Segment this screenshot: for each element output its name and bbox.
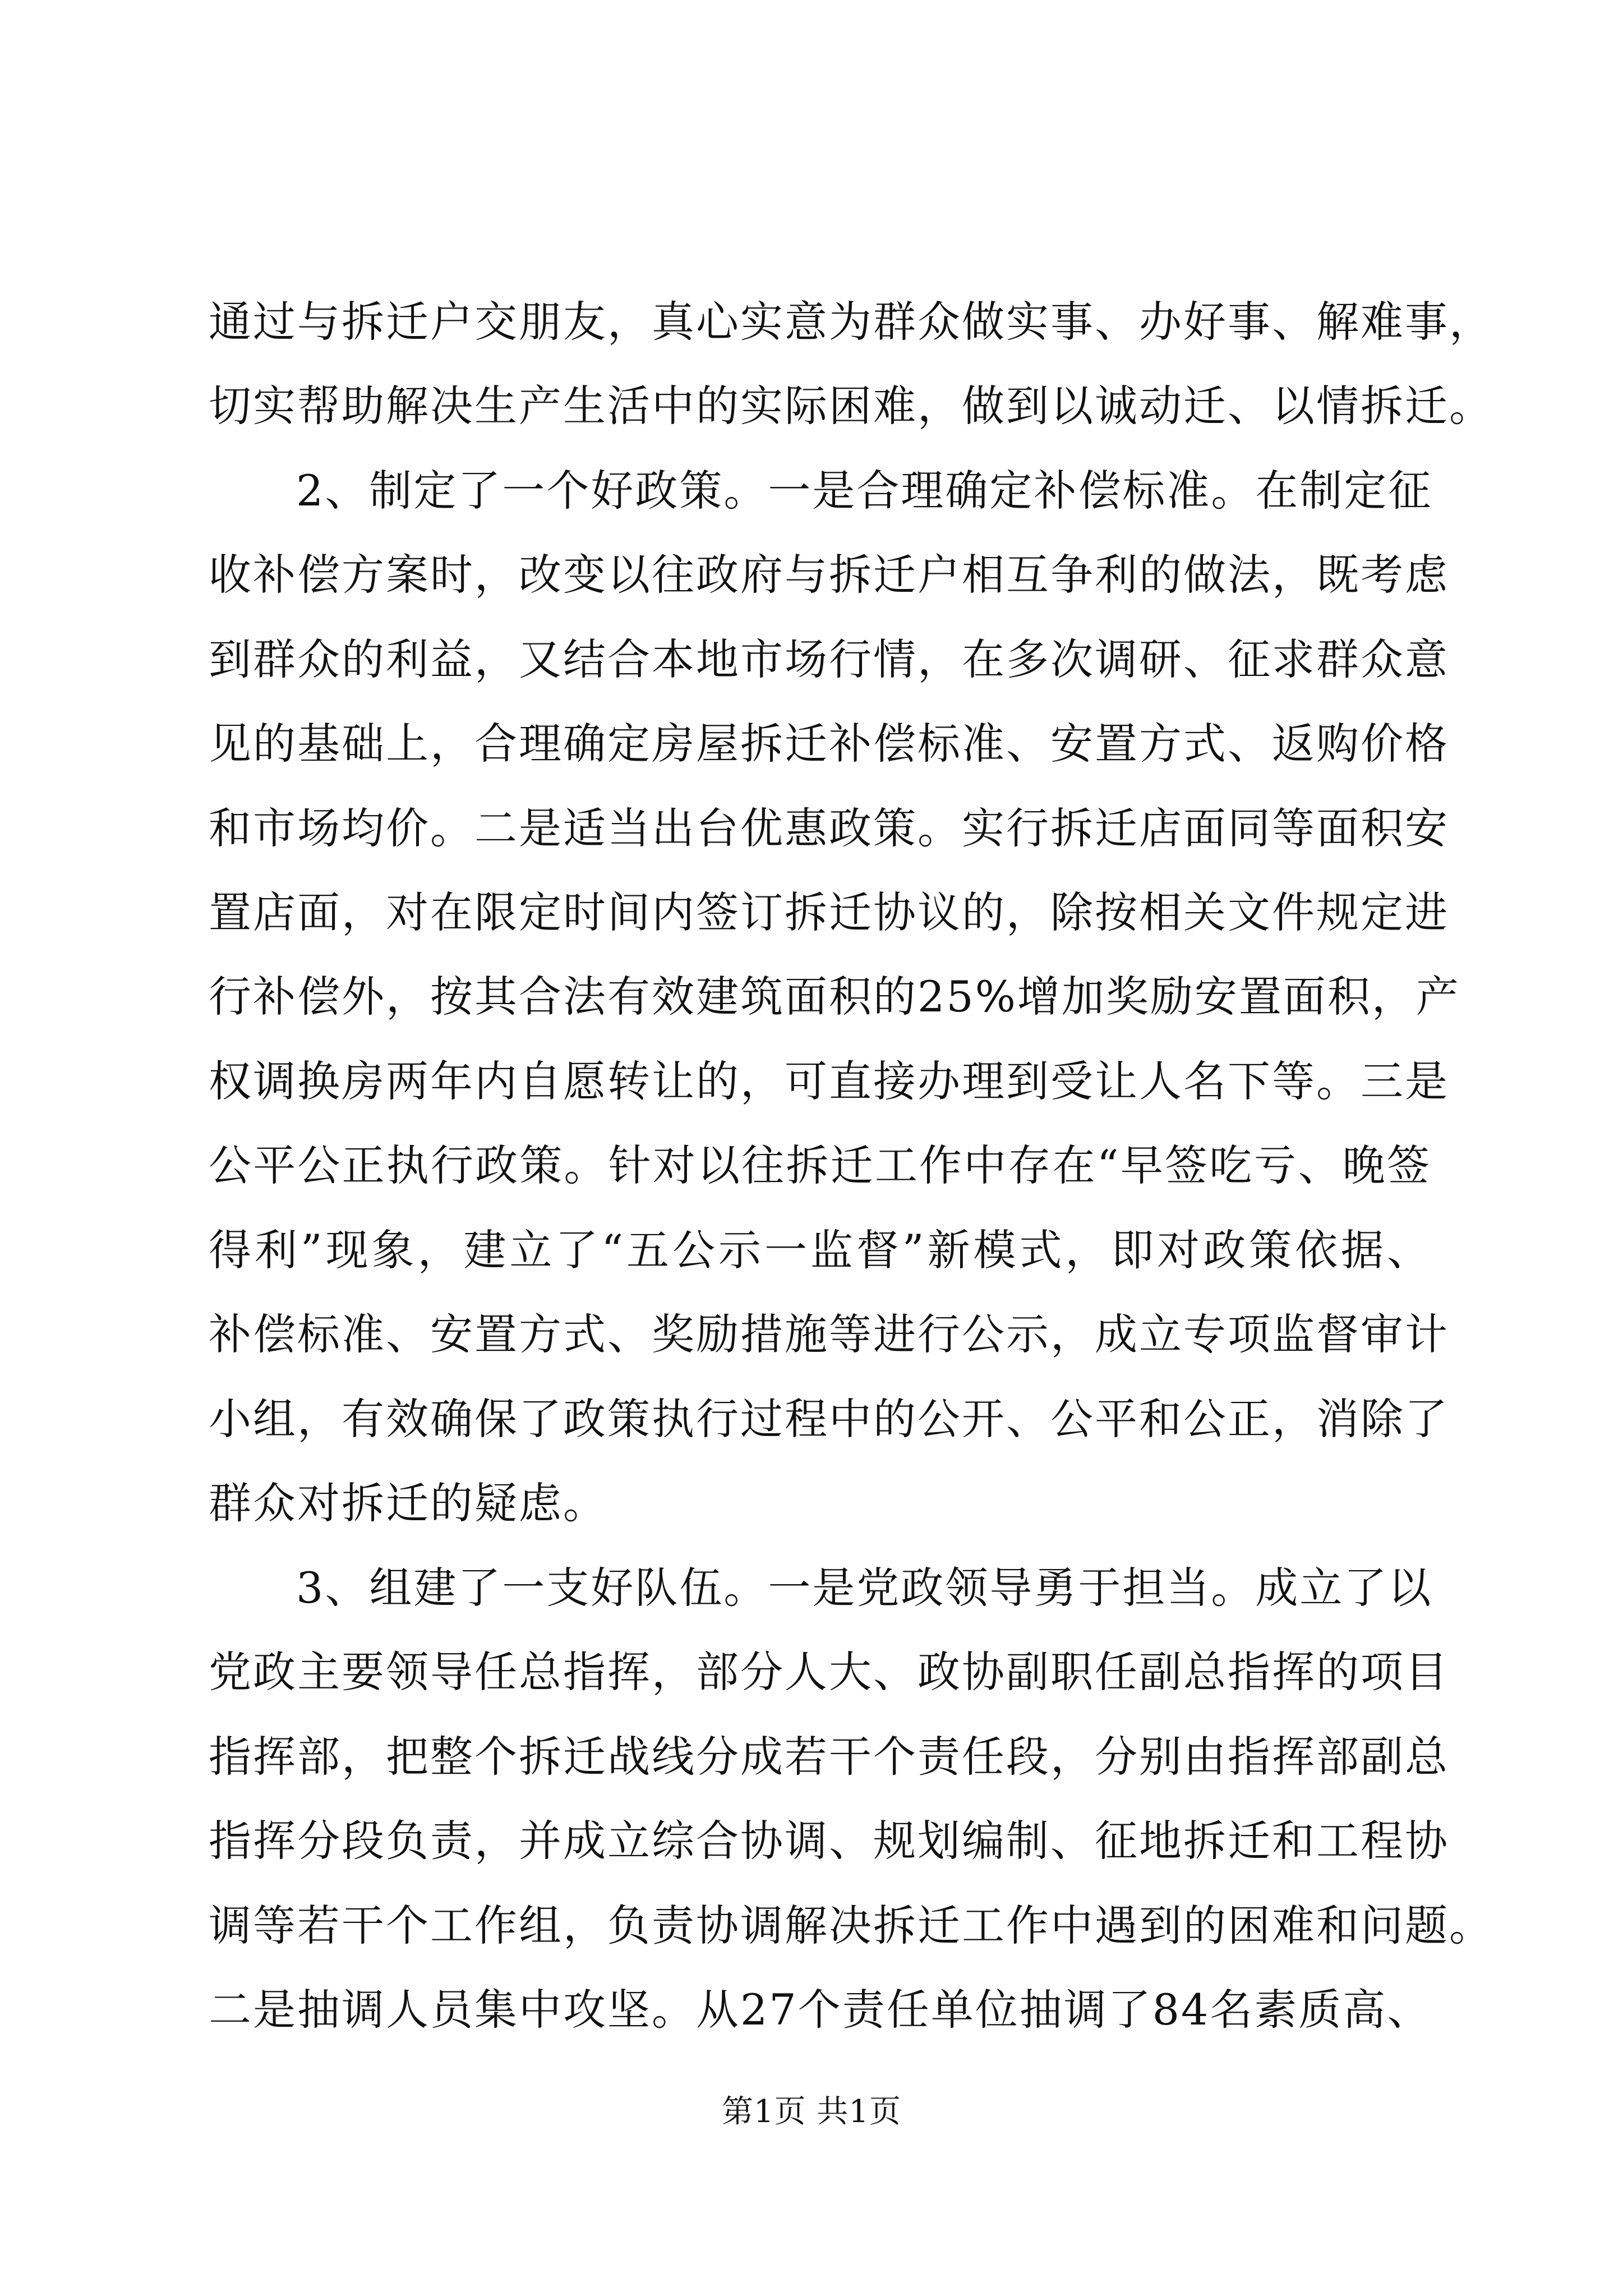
- text-line: 见的基础上，合理确定房屋拆迁补偿标准、安置方式、返购价格: [209, 719, 1449, 769]
- text-line: 到群众的利益，又结合本地市场行情，在多次调研、征求群众意: [209, 634, 1449, 684]
- text-line: 指挥分段负责，并成立综合协调、规划编制、征地拆迁和工程协: [209, 1816, 1449, 1866]
- text-line: 小组，有效确保了政策执行过程中的公开、公平和公正，消除了: [209, 1394, 1449, 1444]
- text-line: 补偿标准、安置方式、奖励措施等进行公示，成立专项监督审计: [209, 1309, 1449, 1359]
- text-line: 和市场均价。二是适当出台优惠政策。实行拆迁店面同等面积安: [209, 803, 1449, 853]
- text-line: 二是抽调人员集中攻坚。从27个责任单位抽调了84名素质高、: [209, 1985, 1432, 2035]
- text-line: 调等若干个工作组，负责协调解决拆迁工作中遇到的困难和问题。: [209, 1901, 1493, 1950]
- text-line: 权调换房两年内自愿转让的，可直接办理到受让人名下等。三是: [209, 1056, 1449, 1106]
- paragraph-start-line: 2、制定了一个好政策。一是合理确定补偿标准。在制定征: [296, 466, 1433, 516]
- text-line: 切实帮助解决生产生活中的实际困难，做到以诚动迁、以情拆迁。: [209, 381, 1493, 431]
- text-line: 置店面，对在限定时间内签订拆迁协议的，除按相关文件规定进: [209, 887, 1449, 937]
- text-line: 收补偿方案时，改变以往政府与拆迁户相互争利的做法，既考虑: [209, 550, 1449, 600]
- text-line: 得利”现象，建立了“五公示一监督”新模式，即对政策依据、: [209, 1225, 1431, 1275]
- text-line: 公平公正执行政策。针对以往拆迁工作中存在“早签吃亏、晚签: [209, 1140, 1431, 1190]
- paragraph-start-line: 3、组建了一支好队伍。一是党政领导勇于担当。成立了以: [296, 1563, 1433, 1613]
- text-line: 指挥部，把整个拆迁战线分成若干个责任段，分别由指挥部副总: [209, 1732, 1449, 1782]
- paragraph-end-line: 群众对拆迁的疑虑。: [209, 1478, 607, 1528]
- page-footer: 第1页 共1页: [721, 2093, 902, 2130]
- text-line: 党政主要领导任总指挥，部分人大、政协副职任副总指挥的项目: [209, 1647, 1449, 1697]
- text-line: 行补偿外，按其合法有效建筑面积的25%增加奖励安置面积，产: [209, 972, 1460, 1022]
- text-line: 通过与拆迁户交朋友，真心实意为群众做实事、办好事、解难事，: [209, 297, 1493, 347]
